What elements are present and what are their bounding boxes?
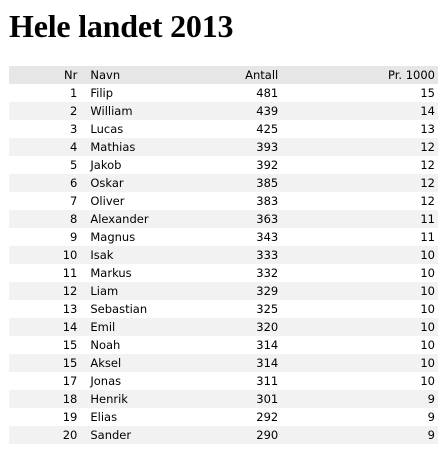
cell-name: Liam (90, 284, 119, 298)
table-row (9, 228, 438, 246)
table-row (9, 426, 438, 444)
cell-count: 301 (256, 392, 279, 406)
cell-per-1000: 10 (420, 320, 435, 334)
cell-name: Sander (90, 428, 132, 442)
table-body (9, 84, 438, 444)
cell-name: Aksel (90, 356, 122, 370)
cell-name: Oliver (90, 194, 125, 208)
cell-count: 481 (256, 86, 279, 100)
table-row (9, 282, 438, 300)
cell-per-1000: 10 (420, 302, 435, 316)
cell-name: Lucas (90, 122, 124, 136)
table-row (9, 354, 438, 372)
cell-name: Henrik (90, 392, 128, 406)
cell-nr: 9 (70, 230, 78, 244)
cell-name: Jonas (90, 374, 122, 388)
table-row (9, 210, 438, 228)
cell-per-1000: 9 (427, 392, 435, 406)
cell-count: 333 (256, 248, 279, 262)
cell-count: 325 (256, 302, 279, 316)
cell-name: Noah (90, 338, 121, 352)
cell-count: 292 (256, 410, 279, 424)
cell-nr: 13 (62, 302, 78, 316)
table-row (9, 156, 438, 174)
table-row (9, 120, 438, 138)
page-title: Hele landet 2013 (9, 8, 234, 44)
cell-per-1000: 11 (420, 230, 435, 244)
table-row (9, 138, 438, 156)
column-header-name: Navn (90, 68, 121, 82)
cell-name: Isak (90, 248, 114, 262)
cell-count: 393 (256, 140, 279, 154)
cell-per-1000: 10 (420, 338, 435, 352)
cell-count: 363 (256, 212, 279, 226)
cell-nr: 8 (70, 212, 78, 226)
cell-count: 314 (256, 338, 279, 352)
table-row (9, 174, 438, 192)
cell-per-1000: 11 (420, 212, 435, 226)
table-row (9, 102, 438, 120)
table-row (9, 408, 438, 426)
cell-nr: 19 (62, 410, 78, 424)
cell-per-1000: 12 (420, 158, 435, 172)
cell-per-1000: 13 (420, 122, 435, 136)
cell-per-1000: 9 (427, 410, 435, 424)
table-row (9, 84, 438, 102)
table-row (9, 318, 438, 336)
cell-name: Mathias (90, 140, 136, 154)
cell-nr: 10 (62, 248, 78, 262)
table-row (9, 390, 438, 408)
cell-nr: 6 (70, 176, 78, 190)
cell-count: 425 (256, 122, 279, 136)
cell-per-1000: 10 (420, 374, 435, 388)
cell-name: Markus (90, 266, 132, 280)
cell-nr: 12 (62, 284, 78, 298)
column-header-nr: Nr (64, 68, 78, 82)
cell-name: Filip (90, 86, 114, 100)
cell-count: 311 (256, 374, 279, 388)
cell-count: 290 (256, 428, 279, 442)
cell-per-1000: 14 (420, 104, 435, 118)
cell-nr: 4 (70, 140, 78, 154)
table-row (9, 300, 438, 318)
cell-nr: 7 (70, 194, 78, 208)
cell-per-1000: 10 (420, 248, 435, 262)
cell-nr: 17 (62, 374, 78, 388)
cell-nr: 1 (70, 86, 78, 100)
cell-name: Sebastian (90, 302, 148, 316)
cell-per-1000: 12 (420, 140, 435, 154)
cell-nr: 20 (62, 428, 78, 442)
table-row (9, 336, 438, 354)
cell-per-1000: 10 (420, 356, 435, 370)
cell-per-1000: 9 (427, 428, 435, 442)
cell-count: 332 (256, 266, 279, 280)
cell-per-1000: 10 (420, 266, 435, 280)
column-header-count: Antall (245, 68, 279, 82)
cell-name: Jakob (90, 158, 122, 172)
cell-name: Alexander (90, 212, 149, 226)
cell-name: William (90, 104, 133, 118)
table-row (9, 264, 438, 282)
table-header (9, 66, 438, 84)
cell-nr: 3 (70, 122, 78, 136)
cell-name: Oskar (90, 176, 124, 190)
cell-count: 383 (256, 194, 279, 208)
name-ranking-table (9, 66, 438, 444)
table-row (9, 372, 438, 390)
cell-name: Magnus (90, 230, 136, 244)
cell-nr: 11 (62, 266, 78, 280)
cell-count: 329 (256, 284, 279, 298)
cell-nr: 15 (62, 338, 78, 352)
cell-count: 320 (256, 320, 279, 334)
table-row (9, 246, 438, 264)
cell-name: Elias (90, 410, 118, 424)
cell-nr: 14 (62, 320, 78, 334)
cell-count: 343 (256, 230, 279, 244)
cell-nr: 15 (62, 356, 78, 370)
cell-name: Emil (90, 320, 116, 334)
cell-count: 314 (256, 356, 279, 370)
table-row (9, 192, 438, 210)
cell-count: 392 (256, 158, 279, 172)
column-header-per-1000: Pr. 1000 (388, 68, 435, 82)
cell-count: 439 (256, 104, 279, 118)
cell-per-1000: 12 (420, 194, 435, 208)
header-row (9, 66, 438, 84)
cell-per-1000: 15 (420, 86, 435, 100)
cell-nr: 5 (70, 158, 78, 172)
cell-nr: 18 (62, 392, 78, 406)
cell-per-1000: 10 (420, 284, 435, 298)
cell-per-1000: 12 (420, 176, 435, 190)
cell-count: 385 (256, 176, 279, 190)
cell-nr: 2 (70, 104, 78, 118)
